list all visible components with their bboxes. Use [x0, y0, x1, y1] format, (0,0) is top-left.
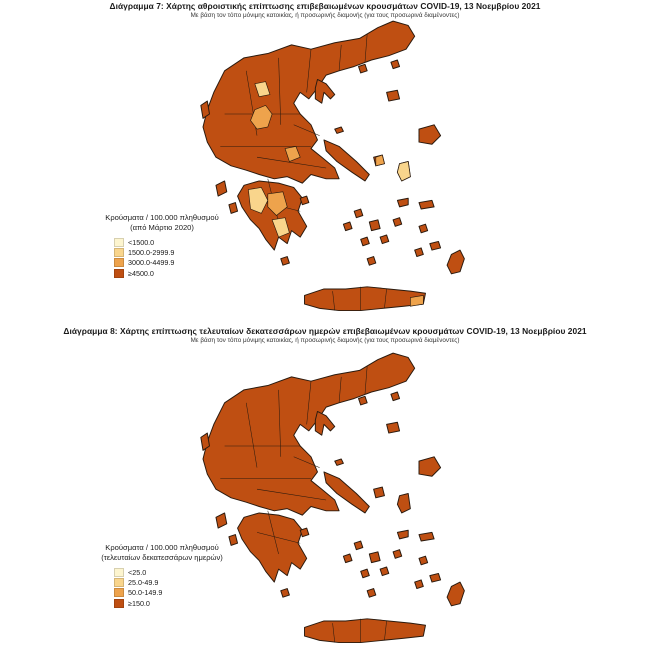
region-kefalonia: [216, 181, 227, 196]
region-dodecanese-2: [430, 241, 441, 250]
legend-label: 1500.0-2999.9: [128, 247, 175, 257]
greece-choropleth-map: [0, 322, 650, 670]
legend-item: [114, 258, 242, 268]
region-aegina: [300, 528, 309, 537]
region-zakynthos: [229, 203, 238, 214]
map-panel-14day: [0, 322, 650, 670]
region-dodecanese-3: [415, 248, 424, 257]
legend-subtitle: (τελευταίων δεκατεσσάρων ημερών): [101, 553, 223, 562]
region-cyclades-1: [354, 541, 363, 550]
region-crete: [305, 619, 426, 643]
region-cyclades-7: [367, 589, 376, 598]
map-legend: [82, 543, 242, 608]
legend-label: ≥150.0: [128, 598, 150, 608]
region-crete: [305, 287, 426, 311]
legend-label: ≥4500.0: [128, 268, 154, 278]
legend-swatch: [114, 599, 124, 608]
region-kythira: [281, 589, 290, 598]
legend-swatch: [114, 248, 124, 257]
region-thasos: [359, 396, 368, 405]
region-lesvos: [419, 125, 441, 144]
region-lower-incidence: [410, 295, 423, 306]
legend-item: [114, 577, 242, 587]
region-lemnos: [387, 422, 400, 433]
region-dodecanese-2: [430, 573, 441, 582]
map-panel-cumulative: [0, 0, 650, 325]
legend-label: 50.0-149.9: [128, 588, 163, 598]
region-skiathos: [335, 459, 344, 465]
legend-swatch: [114, 588, 124, 597]
region-cyclades-1: [354, 209, 363, 218]
region-dodecanese-1: [419, 556, 428, 565]
region-lemnos: [387, 90, 400, 101]
region-dodecanese-3: [415, 580, 424, 589]
region-samothrace: [391, 392, 400, 401]
region-cyclades-3: [343, 222, 352, 231]
legend-swatch: [114, 578, 124, 587]
legend-swatch: [114, 238, 124, 247]
legend-label: <1500.0: [128, 237, 155, 247]
map-subtitle: Με βάση τον τόπο μόνιμης κατοικίας, ή προσωρινής διαμονής (για τους προσωρινά διαμένοντες): [190, 337, 460, 344]
region-cyclades-6: [393, 550, 402, 559]
map-legend: [82, 213, 242, 278]
region-rhodes: [447, 250, 464, 274]
region-aegina: [300, 196, 309, 205]
legend-item: [114, 247, 242, 257]
legend-label: 3000.0-4499.9: [128, 258, 175, 268]
region-lesvos: [419, 457, 441, 476]
region-samothrace: [391, 60, 400, 69]
region-thasos: [359, 64, 368, 73]
region-dodecanese-1: [419, 224, 428, 233]
legend-title: Κρούσματα / 100.000 πληθυσμού: [105, 213, 219, 222]
legend-label: 25.0-49.9: [128, 577, 159, 587]
legend-item: [114, 268, 242, 278]
region-rhodes: [447, 582, 464, 606]
region-skyros: [374, 487, 385, 498]
region-cyclades-7: [367, 257, 376, 266]
region-cyclades-5: [361, 569, 370, 578]
legend-swatch: [114, 269, 124, 278]
legend-item: [114, 237, 242, 247]
region-kythira: [281, 257, 290, 266]
legend-swatch: [114, 568, 124, 577]
map-title: Διάγραμμα 8: Χάρτης επίπτωσης τελευταίων δεκατεσσάρων ημερών επιβεβαιωμένων κρουσμάτων COVID-19, 13 Νοεμβρίου 2021: [63, 326, 587, 336]
legend-item: [114, 588, 242, 598]
region-samos: [419, 532, 434, 541]
region-samos: [419, 200, 434, 209]
region-ikaria: [397, 198, 408, 207]
legend-swatch: [114, 258, 124, 267]
legend-label: <25.0: [128, 567, 147, 577]
map-title: Διάγραμμα 7: Χάρτης αθροιστικής επίπτωσης επιβεβαιωμένων κρουσμάτων COVID-19, 13 Νοεμβρίου 2021: [109, 1, 541, 11]
region-cyclades-5: [361, 237, 370, 246]
region-cyclades-3: [343, 554, 352, 563]
region-cyclades-4: [380, 567, 389, 576]
region-kefalonia: [216, 513, 227, 528]
region-halkidiki: [315, 411, 334, 435]
legend-item: [114, 567, 242, 577]
region-peloponnese: [238, 513, 307, 582]
legend-title: Κρούσματα / 100.000 πληθυσμού: [105, 543, 219, 552]
region-peloponnese: [238, 181, 307, 250]
region-halkidiki: [315, 79, 334, 103]
region-ikaria: [397, 530, 408, 539]
region-chios: [397, 494, 410, 513]
region-skiathos: [335, 127, 344, 133]
region-cyclades-6: [393, 218, 402, 227]
region-cyclades-2: [369, 220, 380, 231]
legend-subtitle: (από Μάρτιο 2020): [130, 223, 194, 232]
map-subtitle: Με βάση τον τόπο μόνιμης κατοικίας, ή προσωρινής διαμονής (για τους προσωρινά διαμένοντες): [190, 12, 460, 19]
legend-item: [114, 598, 242, 608]
region-cyclades-2: [369, 552, 380, 563]
region-cyclades-4: [380, 235, 389, 244]
